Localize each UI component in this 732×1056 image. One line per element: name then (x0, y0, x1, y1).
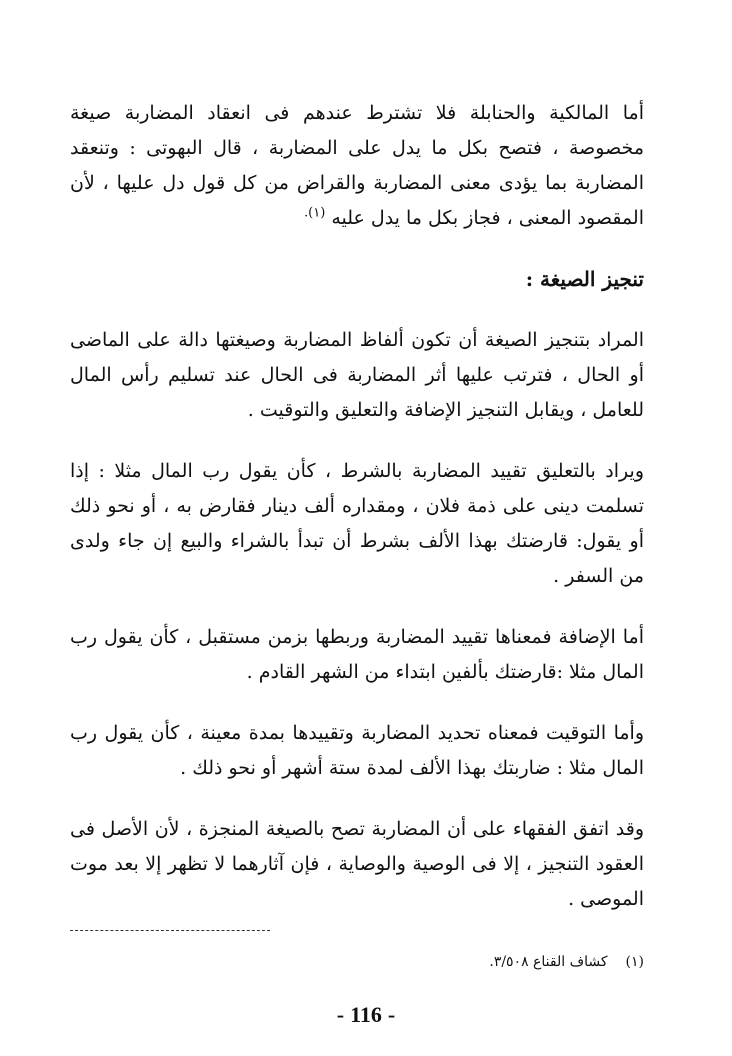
paragraph-fuqaha-agreement: وقد اتفق الفقهاء على أن المضاربة تصح بالصيغة المنجزة ، لأن الأصل فى العقود التنجيز ، إلا فى الوصية والوصاية ، فإن آثارهما لا تظهر إلا بعد موت الموصى . (70, 818, 644, 910)
footnote-separator (70, 930, 270, 931)
section-heading-tanjiz: تنجيز الصيغة : (525, 267, 644, 291)
paragraph-idafa: أما الإضافة فمعناها تقييد المضاربة وربطها بزمن مستقبل ، كأن يقول رب المال مثلا :قارضتك بألفين ابتداء من الشهر القادم . (70, 626, 644, 683)
page-body (70, 96, 644, 1036)
page-number-right-dash: - (387, 1002, 396, 1027)
page-number-left-dash: - (336, 1002, 345, 1027)
footnote-reference: (١). (303, 205, 326, 221)
paragraph-maliki-hanbali (70, 96, 644, 236)
page-number (0, 1002, 732, 1028)
paragraph-maliki-hanbali-text: أما المالكية والحنابلة فلا تشترط عندهم فى انعقاد المضاربة صيغة مخصوصة ، فتصح بكل ما يدل على المضاربة ، قال البهوتى : وتنعقد المضاربة بما يؤدى معنى المضاربة والقراض من كل قول دل عليها ، لأن المقصود المعنى ، فجاز بكل ما يدل عليه (70, 102, 644, 229)
page-number-value: 116 (350, 1002, 382, 1027)
footnote (489, 954, 644, 970)
footnote-number: (١) (625, 954, 644, 970)
paragraph-taliq: ويراد بالتعليق تقييد المضاربة بالشرط ، كأن يقول رب المال مثلا : إذا تسلمت دينى على ذمة فلان ، ومقداره ألف دينار فقارض به ، أو نحو ذلك أو يقول: قارضتك بهذا الألف بشرط أن تبدأ بالشراء والبيع إن جاء ولدى من السفر . (70, 460, 644, 587)
footnote-text: كشاف القناع ٣/٥٠٨. (489, 954, 608, 970)
paragraph-tanjiz-definition: المراد بتنجيز الصيغة أن تكون ألفاظ المضاربة وصيغتها دالة على الماضى أو الحال ، فترتب عليها أثر المضاربة فى الحال عند تسليم رأس المال للعامل ، ويقابل التنجيز الإضافة والتعليق والتوقيت . (70, 329, 644, 421)
paragraph-tawqit: وأما التوقيت فمعناه تحديد المضاربة وتقييدها بمدة معينة ، كأن يقول رب المال مثلا : ضاربتك بهذا الألف لمدة ستة أشهر أو نحو ذلك . (70, 722, 644, 779)
